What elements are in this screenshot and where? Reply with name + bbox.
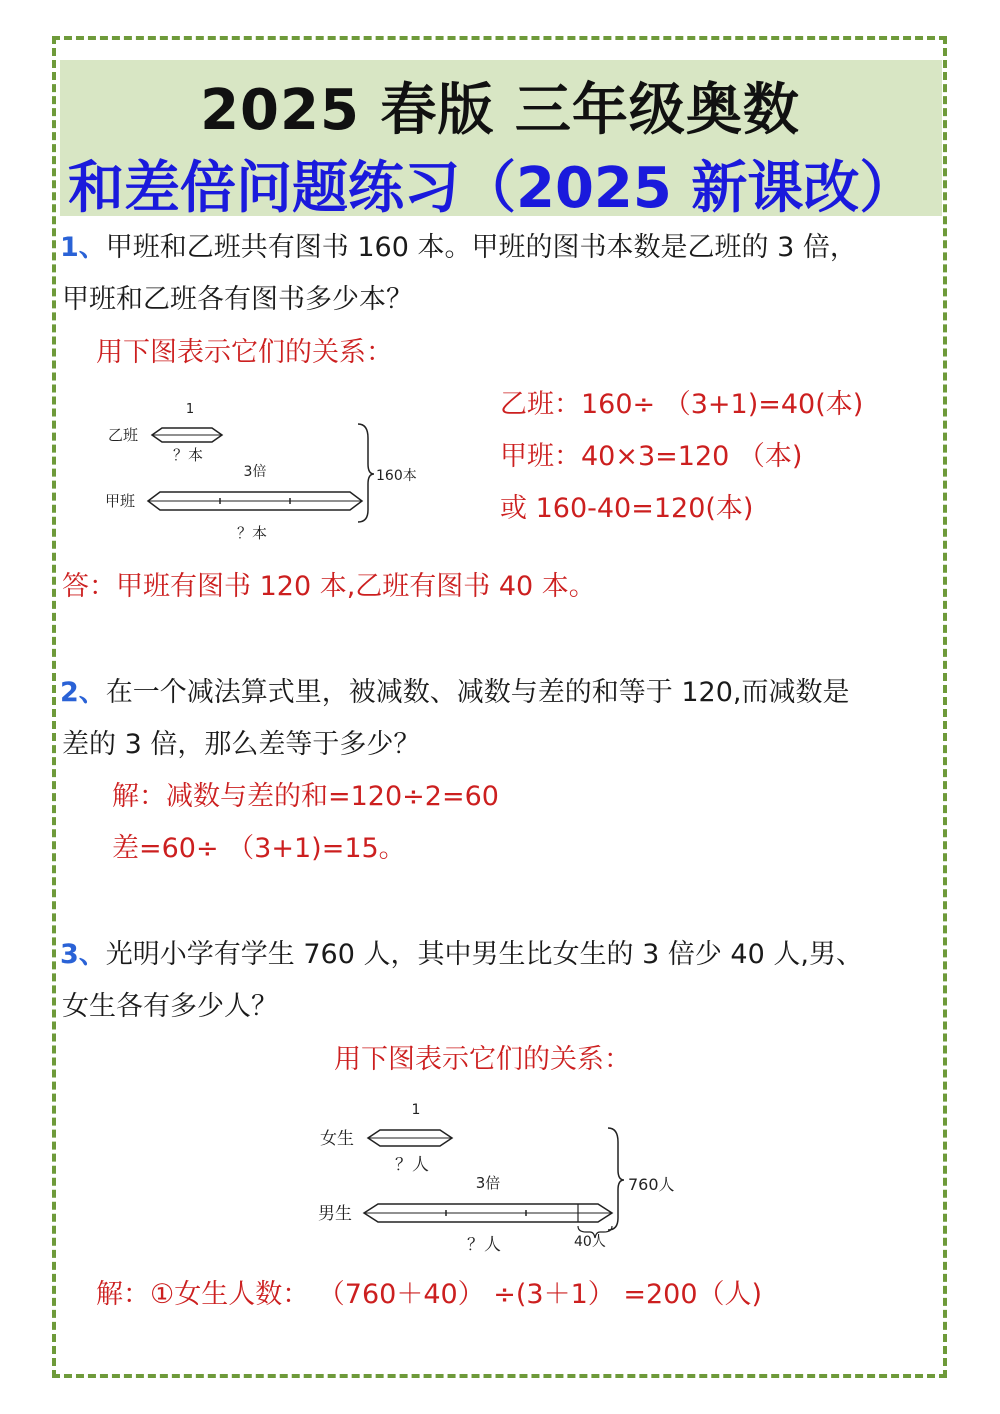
q1-unknown-top: ？本 [172,446,204,464]
q1-text-line1 [60,231,857,265]
q1-label-bottom: 甲班 [105,492,136,510]
q2-solution-2: 差=60÷ （3+1)=15。 [112,833,406,864]
q1-hint: 用下图表示它们的关系： [96,337,393,368]
q3-unknown-top: ？人 [395,1155,429,1175]
q1-solution-3: 或 160-40=120(本) [500,493,754,524]
q1-solution-1: 乙班：160÷ （3+1)=40(本) [500,389,864,420]
q1-unknown-bottom: ？本 [236,524,268,542]
q3-question: 光明小学有学生 760 人，其中男生比女生的 3 倍少 40 人,男、 [105,939,863,970]
q1-label-top: 乙班 [108,426,139,444]
q1-unit-bottom: 3倍 [243,464,267,480]
q3-unit-top: 1 [411,1102,421,1118]
q2-question: 在一个减法算式里，被减数、减数与差的和等于 120,而减数是 [105,677,850,708]
q1-total: 160本 [376,468,417,484]
q3-hint: 用下图表示它们的关系： [334,1044,631,1075]
q3-difference: 40人 [574,1234,606,1250]
q3-solution: 解：①女生人数： （760＋40） ÷(3＋1） =200（人) [96,1279,763,1310]
q3-unknown-bottom: ？人 [467,1235,501,1255]
q2-text-line1 [60,676,850,710]
q1-total-brace [358,424,374,522]
q3-text-line1 [60,938,863,972]
q1-text-line2: 甲班和乙班各有图书多少本？ [62,284,413,315]
q1-line-segment-diagram [100,398,440,548]
q1-solution-2: 甲班：40×3=120 （本) [500,441,803,472]
q1-number: 1、 [60,232,106,263]
q1-unit-top: 1 [185,402,195,417]
q3-unit-bottom: 3倍 [475,1174,501,1192]
q3-number: 3、 [60,939,106,970]
q2-text-line2: 差的 3 倍，那么差等于多少？ [62,729,421,760]
q1-question: 甲班和乙班共有图书 160 本。甲班的图书本数是乙班的 3 倍， [105,232,857,263]
q3-text-line2: 女生各有多少人？ [62,991,278,1022]
q2-solution-1: 解：减数与差的和=120÷2=60 [112,781,499,812]
q3-total: 760人 [628,1175,675,1194]
q3-label-top: 女生 [320,1129,354,1149]
page-title: 2025 春版 三年级奥数 [200,78,800,143]
q2-number: 2、 [60,677,106,708]
page-subtitle: 和差倍问题练习（2025 新课改） [68,156,916,221]
q3-line-segment-diagram [316,1098,696,1258]
q3-label-bottom: 男生 [318,1204,352,1224]
q1-answer: 答：甲班有图书 120 本,乙班有图书 40 本。 [62,571,596,602]
